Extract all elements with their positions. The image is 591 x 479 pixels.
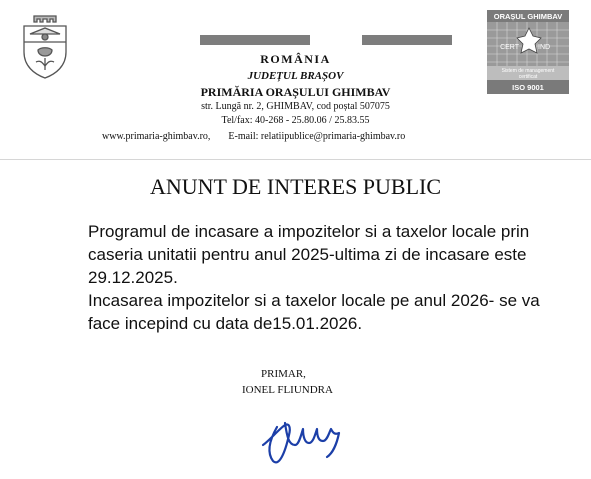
header-institution: PRIMĂRIA ORAȘULUI GHIMBAV [200, 85, 391, 99]
signatory-name: IONEL FLIUNDRA [242, 384, 333, 396]
cert-caption-line2: certificat [518, 74, 538, 80]
header-decorative-bar-right [362, 35, 452, 45]
notice-paragraph-1: Programul de incasare a impozitelor si a taxelor locale prin caseria unitatii pentru anul 2025-ultima zi de incasare este 29.12.2025. [88, 222, 530, 287]
header-contact-line [102, 131, 405, 142]
email-link[interactable]: E-mail: relatiipublice@primaria-ghimbav.ro [228, 131, 406, 142]
cert-caption-line1: Sistem de management [501, 68, 555, 74]
handwritten-signature [255, 397, 355, 467]
header-country: ROMÂNIA [260, 52, 331, 66]
notice-title: ANUNT DE INTERES PUBLIC [149, 174, 442, 199]
header-address: str. Lungă nr. 2, GHIMBAV, cod poștal 507075 [201, 101, 390, 112]
cert-mark-left: CERT [500, 44, 519, 51]
header-divider [0, 159, 591, 160]
cert-mark-right: IND [538, 44, 551, 51]
header-decorative-bar-left [200, 35, 310, 45]
signatory-title: PRIMAR, [261, 368, 306, 380]
cert-standard: ISO 9001 [512, 83, 544, 92]
cert-top-label: ORAȘUL GHIMBAV [493, 12, 563, 21]
website-link[interactable]: www.primaria-ghimbav.ro, [102, 131, 211, 142]
header-phone: Tel/fax: 40-268 - 25.80.06 / 25.83.55 [221, 115, 370, 126]
notice-paragraph-2: Incasarea impozitelor si a taxelor locale pe anul 2026- se va face incepind cu data de15.01.2026. [88, 291, 540, 333]
header-county: JUDEȚUL BRAȘOV [247, 70, 344, 82]
